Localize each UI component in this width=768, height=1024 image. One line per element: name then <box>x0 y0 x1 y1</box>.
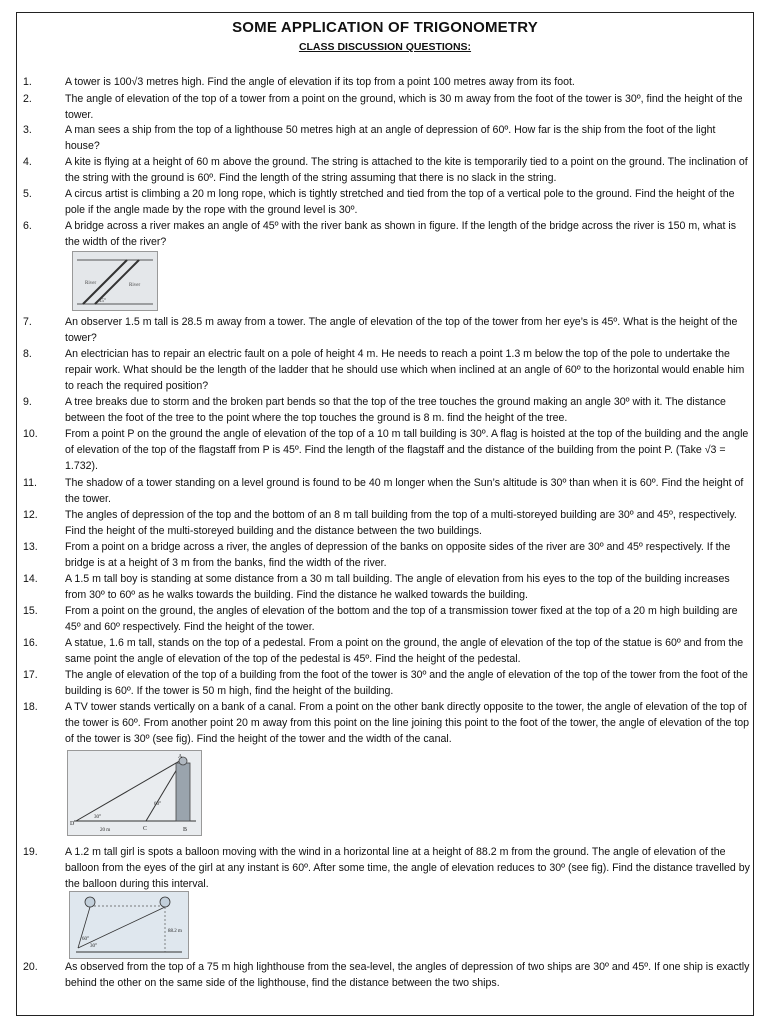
question-text: A circus artist is climbing a 20 m long rope, which is tightly stretched and tied from the top of a vertical pole to the ground. Find the height of the pole if the angle made by the rope with the ground level is 30º. <box>65 188 735 217</box>
angle-60-label: 60° <box>154 802 161 807</box>
question-number: 10. <box>23 428 38 440</box>
angle-label: 45° <box>99 299 106 304</box>
question-text: An observer 1.5 m tall is 28.5 m away from a tower. The angle of elevation of the top of the tower from her eye’s is 45º. What is the height of the tower? <box>65 316 738 345</box>
bridge-diagram <box>73 252 157 310</box>
angle-60-label: 60° <box>82 937 89 942</box>
question-number: 16. <box>23 637 38 649</box>
river-label-left: River <box>85 281 97 286</box>
point-a-label: A <box>178 754 183 760</box>
question-number: 19. <box>23 846 38 858</box>
question-text: A 1.5 m tall boy is standing at some distance from a 30 m tall building. The angle of elevation from his eyes to the top of the building increases from 30º to 60º as he walks towards the building. Find the distance he walked towards the building. <box>65 573 730 602</box>
question-number: 14. <box>23 573 38 585</box>
question-number: 4. <box>23 156 32 168</box>
worksheet-page <box>16 12 754 1016</box>
balloon-figure <box>69 891 189 959</box>
question-text: From a point on the ground, the angles of elevation of the bottom and the top of a transmission tower fixed at the top of a 20 m high building are 45º and 60º respectively. Find the height of the tower. <box>65 605 738 634</box>
point-b-label: B <box>183 827 188 833</box>
question-text: A 1.2 m tall girl is spots a balloon moving with the wind in a horizontal line at a height of 88.2 m from the ground. The angle of elevation of the balloon from the eyes of the girl at any instant is 60º. After some time, the angle of elevation reduces to 30º (see fig). Find the distance travelled by the balloon during this interval. <box>65 846 750 891</box>
height-label: 88.2 m <box>168 929 182 934</box>
question-text: The angle of elevation of the top of a building from the foot of the tower is 30º and the angle of elevation of the top of the tower from the foot of the building is 60º. If the tower is 50 m high, find the height of the building. <box>65 669 748 698</box>
point-c-label: C <box>143 826 148 832</box>
question-text: The angle of elevation of the top of a tower from a point on the ground, which is 30 m away from the foot of the tower is 30º, find the height of the tower. <box>65 93 743 122</box>
question-number: 5. <box>23 188 32 200</box>
question-text: A statue, 1.6 m tall, stands on the top of a pedestal. From a point on the ground, the angle of elevation of the top of the statue is 60º and from the same point the angle of elevation of the top of the pedestal is 45º. Find the height of the pedestal. <box>65 637 744 666</box>
angle-30-label: 30° <box>94 815 101 820</box>
question-number: 18. <box>23 701 38 713</box>
question-number: 8. <box>23 348 32 360</box>
question-text: As observed from the top of a 75 m high lighthouse from the sea-level, the angles of depression of two ships are 30º and 45º. If one ship is exactly behind the other on the same side of the lighthouse, find the distance between the two ships. <box>65 961 750 990</box>
question-text: An electrician has to repair an electric fault on a pole of height 4 m. He needs to reach a point 1.3 m below the top of the pole to undertake the repair work. What should be the length of the ladder that he should use which when inclined at an angle of 60º to the horizontal would enable him to reach the required position? <box>65 348 745 393</box>
tv-tower-figure <box>67 750 202 836</box>
distance-label: 20 m <box>100 828 111 833</box>
question-text: The shadow of a tower standing on a level ground is found to be 40 m longer when the Sun’s altitude is 30º than when it is 60º. Find the height of the tower. <box>65 477 744 506</box>
tower-canal-diagram <box>68 751 201 835</box>
question-text: The angles of depression of the top and the bottom of an 8 m tall building from the top of a multi-storeyed building are 30º and 45º, respectively. Find the height of the multi-storeyed building and the distance between the two buildings. <box>65 509 737 538</box>
question-number: 15. <box>23 605 38 617</box>
question-text: A TV tower stands vertically on a bank of a canal. From a point on the other bank directly opposite to the tower, the angle of elevation of the top of the tower is 60º. From another point 20 m away from this point on the line joining this point to the foot of the tower, the angle of elevation of the top of the tower is 30º (see fig). Find the height of the tower and the width of the canal. <box>65 701 750 746</box>
angle-30-label: 30° <box>90 944 97 949</box>
question-text: A bridge across a river makes an angle of 45º with the river bank as shown in figure. If the length of the bridge across the river is 150 m, what is the width of the river? <box>65 220 737 249</box>
point-d-label: D <box>70 821 75 827</box>
question-number: 17. <box>23 669 38 681</box>
river-label-right: River <box>129 283 141 288</box>
question-text: A tree breaks due to storm and the broken part bends so that the top of the tree touches the ground making an angle 30º with it. The distance between the foot of the tree to the point where the top touches the ground is 8 m. find the height of the tree. <box>65 396 726 425</box>
question-text: A man sees a ship from the top of a lighthouse 50 metres high at an angle of depression of 60º. How far is the ship from the foot of the light house? <box>65 124 716 153</box>
question-text: From a point P on the ground the angle of elevation of the top of a 10 m tall building is 30º. A flag is hoisted at the top of the building and the angle of elevation of the top of the flagstaff from P is 45º. Find the length of the flagstaff and the distance of the building from the point P. (Take √3 = 1.732). <box>65 428 749 473</box>
question-number: 20. <box>23 961 38 973</box>
page-title: SOME APPLICATION OF TRIGONOMETRY <box>232 19 538 36</box>
balloon-diagram <box>70 892 188 958</box>
question-text: A tower is 100√3 metres high. Find the angle of elevation if its top from a point 100 metres away from its foot. <box>65 76 575 88</box>
bridge-river-figure <box>72 251 158 311</box>
question-number: 9. <box>23 396 32 408</box>
question-number: 13. <box>23 541 38 553</box>
question-number: 1. <box>23 76 32 88</box>
page-subtitle: CLASS DISCUSSION QUESTIONS: <box>298 41 472 53</box>
question-text: A kite is flying at a height of 60 m above the ground. The string is attached to the kite is temporarily tied to a point on the ground. The inclination of the string with the ground is 60º. Find the length of the string assuming that there is no slack in the string. <box>65 156 748 185</box>
question-text: From a point on a bridge across a river, the angles of depression of the banks on opposite sides of the river are 30º and 45º respectively. If the bridge is at a height of 3 m from the banks, find the width of the river. <box>65 541 731 570</box>
question-number: 6. <box>23 220 32 232</box>
question-number: 7. <box>23 316 32 328</box>
question-number: 3. <box>23 124 32 136</box>
question-number: 2. <box>23 93 32 105</box>
question-number: 12. <box>23 509 38 521</box>
question-number: 11. <box>23 477 37 489</box>
